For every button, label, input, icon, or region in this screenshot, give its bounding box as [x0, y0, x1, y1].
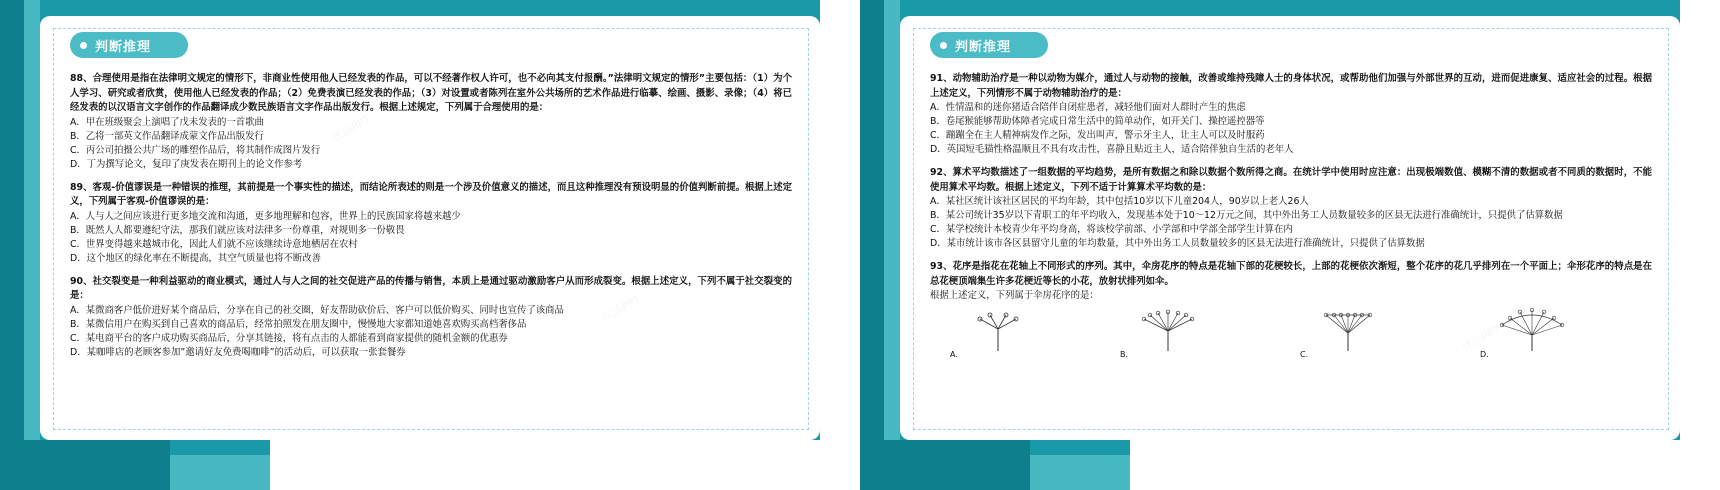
option-b[interactable]: B．某公司统计35岁以下青职工的年平均收入，发现基本处于10～12万元之间，其中外出务工人员数量较多的区县无法进行准确统计，只提供了估算数据 [930, 210, 1563, 221]
bottom-accent-band [1030, 455, 1130, 490]
umbel-fan-icon [1120, 307, 1240, 353]
option-d[interactable]: D．丁为撰写论文，复印了庚发表在期刊上的论文作参考 [70, 158, 303, 170]
questions-container-left [70, 72, 792, 369]
question-91 [930, 72, 1652, 157]
ribbon-bullet-icon [940, 42, 947, 49]
question-92 [930, 166, 1652, 251]
section-ribbon [930, 32, 1048, 58]
figure-option-d[interactable] [1480, 307, 1600, 359]
question-93 [930, 260, 1652, 359]
question-stem: 91、动物辅助治疗是一种以动物为媒介，通过人与动物的接触，改善或维持残障人士的身体状况，或帮助他们加强与外部世界的互动，进而促进康复、适应社会的过程。根据上述定义，下列情形不属于动物辅助治疗的是： [930, 73, 1652, 99]
option-b[interactable]: B．乙将一部英文作品翻译成蒙文作品出版发行 [70, 130, 264, 142]
bottom-left-band [0, 440, 170, 490]
question-stem: 92、算术平均数描述了一组数据的平均趋势，是所有数据之和除以数据个数所得之商。在统计学中使用时应注意：出现极端数值、模糊不清的数据或者不同质的数据时，不能使用算术平均数。根据上述定义，下列不适于计算算术平均数的是： [930, 167, 1652, 193]
bottom-white-fill [270, 440, 860, 490]
question-instruction: 根据上述定义，下列属于伞房花序的是： [930, 290, 1099, 301]
figure-option-a[interactable] [950, 307, 1070, 359]
section-ribbon [70, 32, 188, 58]
question-stem: 90、社交裂变是一种利益驱动的商业模式，通过人与人之间的社交促进产品的传播与销售，本质上是通过驱动激励客户从而形成裂变。根据上述定义，下列不属于社交裂变的是： [70, 275, 792, 301]
questions-container-right [930, 72, 1652, 368]
question-stem: 89、客观-价值谬误是一种错误的推理，其前提是一个事实性的描述，而结论所表述的则是一个涉及价值意义的描述，而且这种推理没有预设明显的价值判断前提。根据上述定义，下列属于客观-价值谬误的是： [70, 181, 792, 207]
question-90 [70, 275, 792, 360]
question-89 [70, 181, 792, 266]
left-edge-band-light [884, 0, 900, 490]
umbel-sparse-icon [950, 307, 1070, 353]
ribbon-bullet-icon [80, 42, 87, 49]
option-b[interactable]: B．卷尾猴能够帮助体障者完成日常生活中的简单动作，如开关门、操控遥控器等 [930, 116, 1265, 127]
bottom-accent-band [170, 455, 270, 490]
option-d[interactable]: D．某市统计该市各区县留守儿童的年均数量，其中外出务工人员数量较多的区县无法进行准确统计，只提供了估算数据 [930, 238, 1425, 249]
option-c[interactable]: C．某电商平台的客户成功购买商品后，分享其链接，将有点击的人都能看到商家提供的随机金额的优惠券 [70, 332, 508, 344]
option-c[interactable]: C．世界变得越来越城市化，因此人们就不应该继续诗意地栖居在农村 [70, 238, 358, 250]
bottom-white-fill [1130, 440, 1720, 490]
option-d[interactable]: D．某咖啡店的老顾客参加”邀请好友免费喝咖啡”的活动后，可以获取一张套餐券 [70, 346, 406, 358]
figure-option-c[interactable] [1300, 307, 1420, 359]
option-a[interactable]: A．某微商客户低价进好某个商品后，分享在自己的社交圈，好友帮助砍价后、客户可以低价购买、同时也宣传了该商品 [70, 304, 564, 316]
option-c[interactable]: C．丙公司拍摄公共广场的雕塑作品后，将其制作成图片发行 [70, 144, 321, 156]
slide-right [860, 0, 1720, 490]
figure-label-c: C. [1300, 350, 1309, 359]
raceme-triangle-icon [1300, 307, 1420, 353]
option-d[interactable]: D．这个地区的绿化率在不断提高，其空气质量也将不断改善 [70, 252, 321, 264]
question-88 [70, 72, 792, 172]
figure-label-b: B. [1120, 350, 1129, 359]
figure-option-b[interactable] [1120, 307, 1240, 359]
option-d[interactable]: D．英国短毛猫性格温顺且不具有攻击性，喜静且贴近主人，适合陪伴独自生活的老年人 [930, 144, 1294, 155]
option-b[interactable]: B．某微信用户在购买到自己喜欢的商品后，经常拍照发在朋友圈中，慢慢地大家都知道她喜欢购买高档奢侈品 [70, 318, 527, 330]
option-b[interactable]: B．既然人人都要遵纪守法，那我们就应该对法律多一份尊重，对规则多一份敬畏 [70, 224, 405, 236]
figure-label-d: D. [1480, 350, 1489, 359]
option-a[interactable]: A．性情温和的迷你猪适合陪伴自闭症患者，减轻他们面对人群时产生的焦虑 [930, 102, 1246, 113]
option-a[interactable]: A．某社区统计该社区居民的平均年龄，其中包括10岁以下儿童204人，90岁以上老人26人 [930, 196, 1309, 207]
right-white-gutter [1680, 0, 1720, 490]
ribbon-title: 判断推理 [955, 39, 1012, 55]
left-edge-band [0, 0, 24, 490]
left-edge-band [860, 0, 884, 490]
figure-options-row [930, 307, 1652, 359]
option-a[interactable]: A．甲在班级聚会上演唱了戊未发表的一首歌曲 [70, 116, 264, 128]
right-white-gutter [820, 0, 860, 490]
bottom-left-band [860, 440, 1030, 490]
question-stem: 93、花序是指花在花轴上不同形式的序列。其中，伞房花序的特点是花轴下部的花梗较长，上部的花梗依次渐短，整个花序的花几乎排列在一个平面上；伞形花序的特点是在总花梗顶端集生许多花梗近等长的小花，放射状排列如伞。 [930, 261, 1652, 287]
question-stem: 88、合理使用是指在法律明文规定的情形下，非商业性使用他人已经发表的作品，可以不经著作权人许可，也不必向其支付报酬。”法律明文规定的情形”主要包括：（1）为个人学习、研究或者欣赏，使用他人已经发表的作品；（2）免费表演已经发表的作品；（3）对设置或者陈列在室外公共场所的艺术作品进行临摹、绘画、摄影、录像；（4）将已经发表的以汉语言文字创作的作品翻译成少数民族语言文字作品出版发行。根据上述规定，下列属于合理使用的是： [70, 73, 792, 113]
option-c[interactable]: C．某学校统计本校青少年平均身高，将该校学前部、小学部和中学部全部学生计算在内 [930, 224, 1293, 235]
option-a[interactable]: A．人与人之间应该进行更多地交流和沟通，更多地理解和包容，世界上的民族国家将越来越少 [70, 210, 461, 222]
left-edge-band-light [24, 0, 40, 490]
ribbon-title: 判断推理 [95, 39, 152, 55]
figure-label-a: A. [950, 350, 958, 359]
option-c[interactable]: C．蹦蹦全在主人精神病发作之际，发出叫声，警示牙主人，让主人可以及时服药 [930, 130, 1265, 141]
corymb-arc-icon [1480, 307, 1610, 353]
